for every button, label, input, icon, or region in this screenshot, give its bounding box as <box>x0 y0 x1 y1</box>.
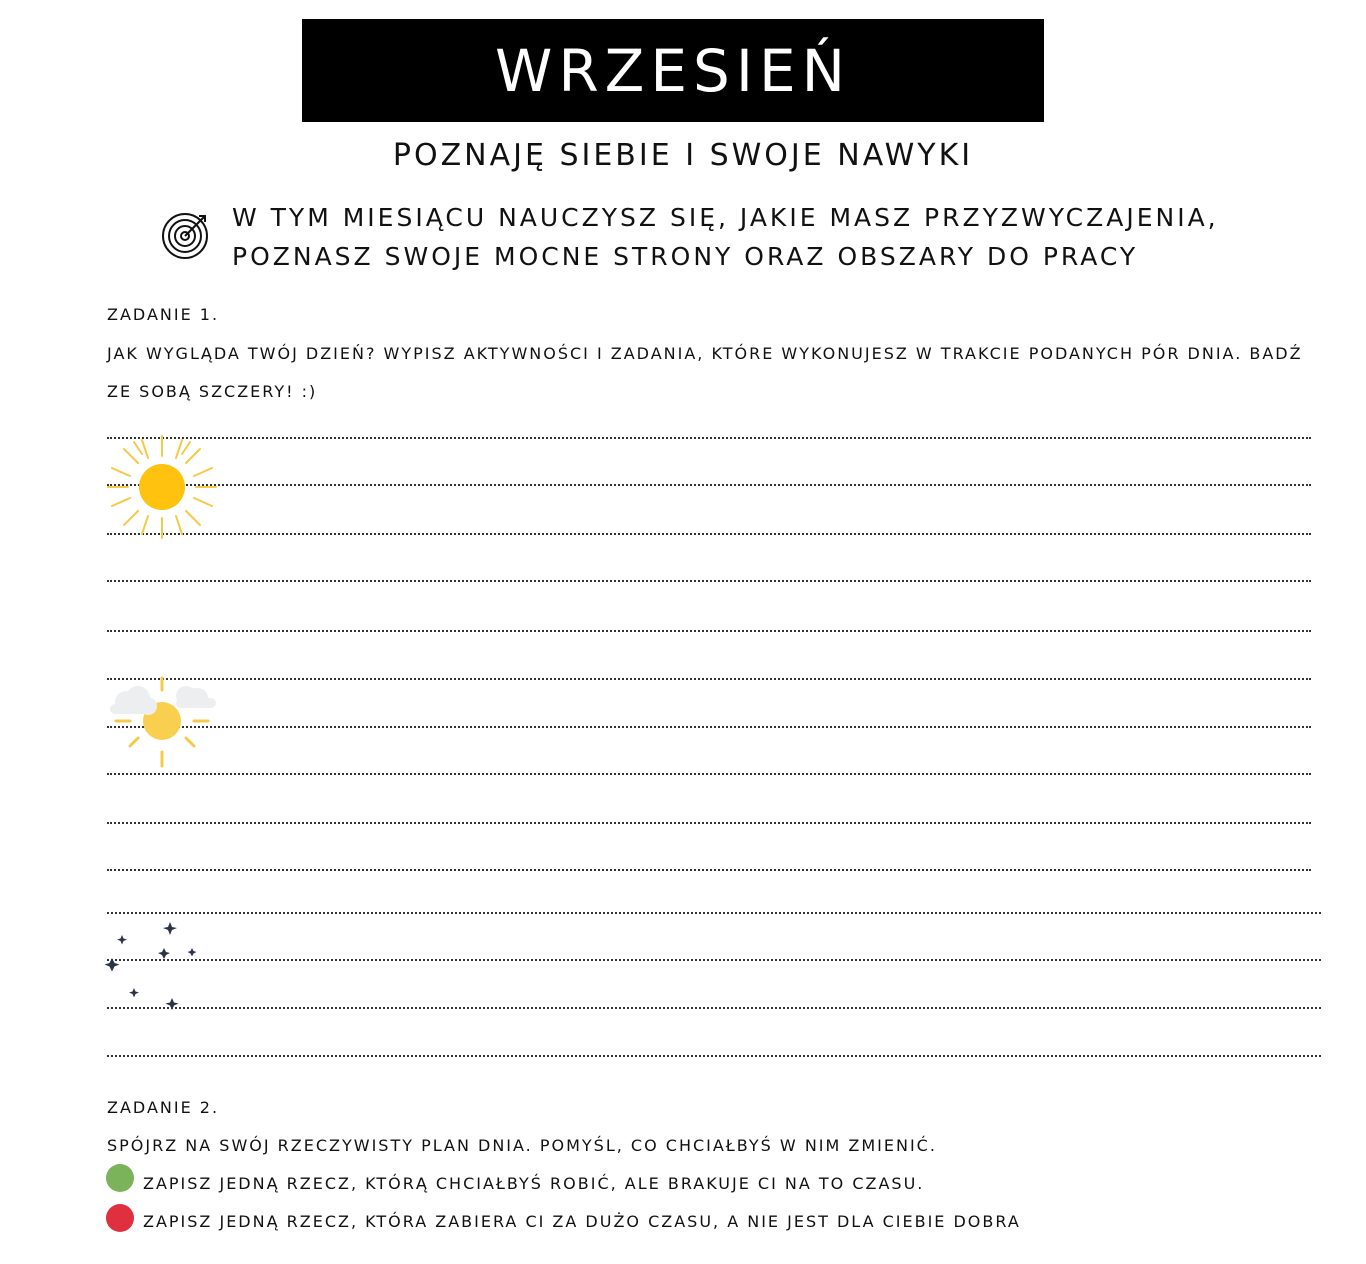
writing-line[interactable] <box>107 822 1311 824</box>
writing-line[interactable] <box>107 533 1311 535</box>
sun-behind-clouds-icon <box>106 676 218 770</box>
writing-line[interactable] <box>107 678 1311 680</box>
writing-line[interactable] <box>107 959 1321 961</box>
page-title <box>302 19 1044 122</box>
target-icon <box>161 210 211 260</box>
title-text: WRZESIEŃ <box>495 36 851 105</box>
task1-text-line-1: JAK WYGLĄDA TWÓJ DZIEŃ? WYPISZ AKTYWNOŚCI I ZADANIA, KTÓRE WYKONUJESZ W TRAKCIE PODANYCH PÓR DNIA. BADŹ <box>107 344 1303 363</box>
green-dot-icon <box>106 1164 134 1192</box>
writing-line[interactable] <box>107 630 1311 632</box>
task2-text: SPÓJRZ NA SWÓJ RZECZYWISTY PLAN DNIA. POMYŚL, CO CHCIAŁBYŚ W NIM ZMIENIĆ. <box>107 1136 937 1155</box>
task1-text-line-2: ZE SOBĄ SZCZERY! :) <box>107 382 318 401</box>
task2-green-item: ZAPISZ JEDNĄ RZECZ, KTÓRĄ CHCIAŁBYŚ ROBIĆ, ALE BRAKUJE CI NA TO CZASU. <box>143 1174 925 1193</box>
writing-line[interactable] <box>107 437 1311 439</box>
task2-red-item: ZAPISZ JEDNĄ RZECZ, KTÓRA ZABIERA CI ZA DUŻO CZASU, A NIE JEST DLA CIEBIE DOBRA <box>143 1212 1021 1231</box>
task1-label: ZADANIE 1. <box>107 305 220 324</box>
writing-line[interactable] <box>107 580 1311 582</box>
writing-line[interactable] <box>107 484 1311 486</box>
task2-label: ZADANIE 2. <box>107 1098 220 1117</box>
goal-text <box>232 198 1219 276</box>
writing-line[interactable] <box>107 1007 1321 1009</box>
goal-line-1: W TYM MIESIĄCU NAUCZYSZ SIĘ, JAKIE MASZ PRZYZWYCZAJENIA, <box>232 203 1219 232</box>
writing-line[interactable] <box>107 869 1311 871</box>
writing-line[interactable] <box>107 912 1321 914</box>
writing-line[interactable] <box>107 726 1311 728</box>
subtitle: POZNAJĘ SIEBIE I SWOJE NAWYKI <box>392 138 974 173</box>
red-dot-icon <box>106 1204 134 1232</box>
goal-line-2: POZNASZ SWOJE MOCNE STRONY ORAZ OBSZARY DO PRACY <box>232 242 1139 271</box>
writing-line[interactable] <box>107 1055 1321 1057</box>
moon-and-stars-icon <box>104 920 204 1016</box>
writing-line[interactable] <box>107 773 1311 775</box>
sun-icon <box>106 434 218 540</box>
